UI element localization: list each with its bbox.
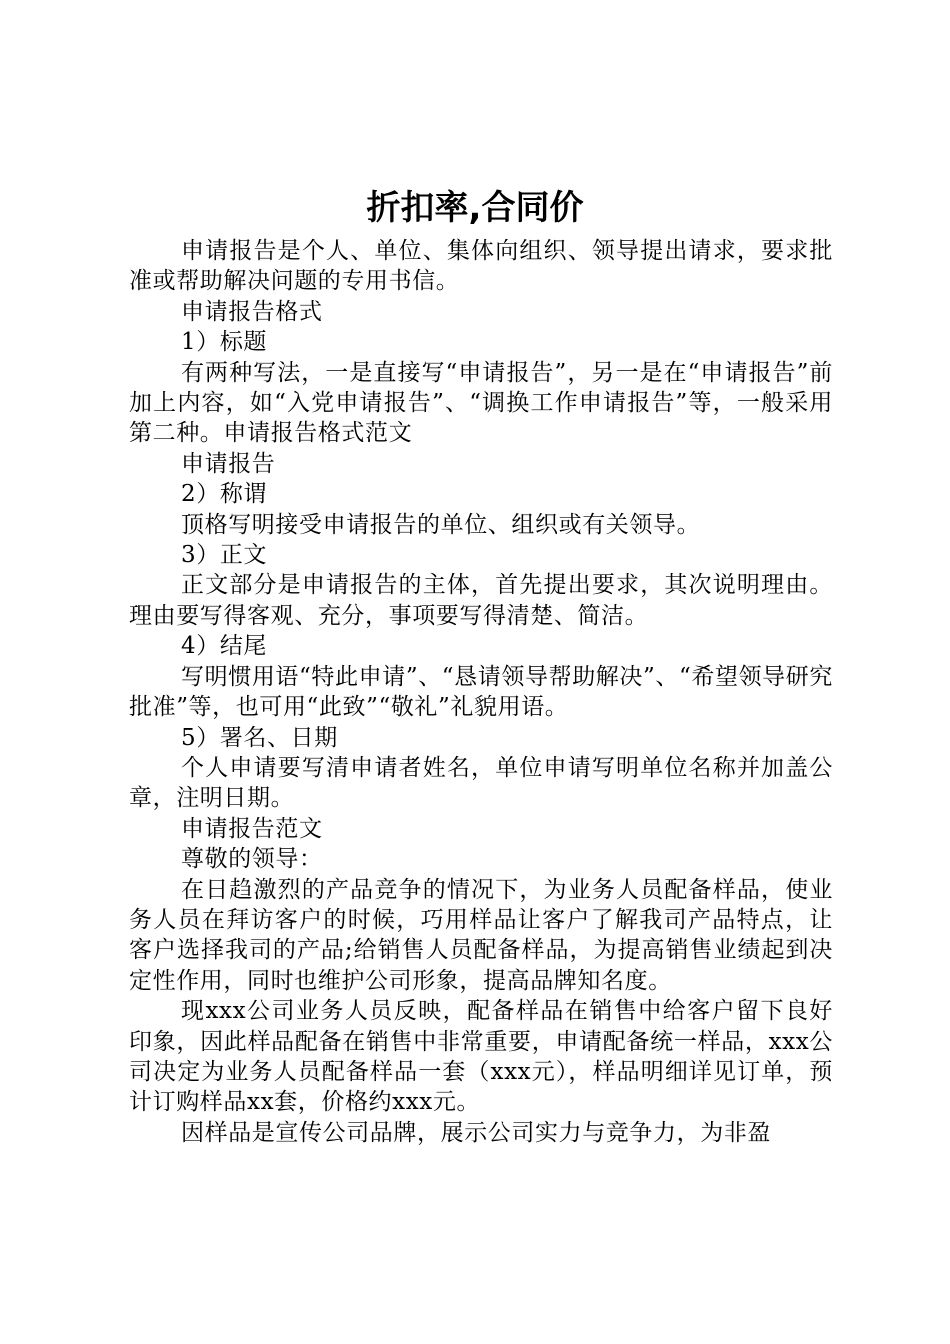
paragraph: 申请报告范文 xyxy=(181,815,323,842)
paragraph: 在日趋激烈的产品竞争的情况下，为业务人员配备样品，使业务人员在拜访客户的时候，巧用样品让客户了解我司产品特点，让客户选择我司的产品;给销售人员配备样品，为提高销售业绩起到决定性作用，同时也维护公司形象，提高品牌知名度。 xyxy=(129,876,833,994)
paragraph: 现xxx公司业务人员反映，配备样品在销售中给客户留下良好印象，因此样品配备在销售中非常重要，申请配备统一样品，xxx公司决定为业务人员配备样品一套（xxx元），样品明细详见订单，预计订购样品xx套，价格约xxx元。 xyxy=(129,998,833,1116)
paragraph: 2）称谓 xyxy=(181,481,268,508)
paragraph: 正文部分是申请报告的主体，首先提出要求，其次说明理由。理由要写得客观、充分，事项要写得清楚、简洁。 xyxy=(129,572,833,629)
document-title: 折扣率,合同价 xyxy=(366,188,584,228)
paragraph: 申请报告是个人、单位、集体向组织、领导提出请求，要求批准或帮助解决问题的专用书信。 xyxy=(129,238,833,295)
paragraph: 4）结尾 xyxy=(181,633,268,660)
paragraph: 申请报告格式 xyxy=(181,298,323,325)
paragraph: 3）正文 xyxy=(181,542,268,569)
paragraph: 5）署名、日期 xyxy=(181,724,338,751)
paragraph: 1）标题 xyxy=(181,329,268,356)
paragraph: 写明惯用语“特此申请”、“恳请领导帮助解决”、“希望领导研究批准”等，也可用“此致”“敬礼”礼貌用语。 xyxy=(129,663,833,721)
paragraph: 个人申请要写清申请者姓名，单位申请写明单位名称并加盖公章，注明日期。 xyxy=(129,754,833,812)
paragraph: 尊敬的领导： xyxy=(181,846,323,873)
document-body xyxy=(129,236,833,1148)
paragraph: 申请报告 xyxy=(181,450,276,477)
paragraph: 因样品是宣传公司品牌，展示公司实力与竞争力，为非盈 xyxy=(181,1119,771,1146)
paragraph: 顶格写明接受申请报告的单位、组织或有关领导。 xyxy=(181,511,701,538)
paragraph: 有两种写法，一是直接写“申请报告”，另一是在“申请报告”前加上内容，如“入党申请报告”、“调换工作申请报告”等，一般采用第二种。申请报告格式范文 xyxy=(129,359,833,447)
